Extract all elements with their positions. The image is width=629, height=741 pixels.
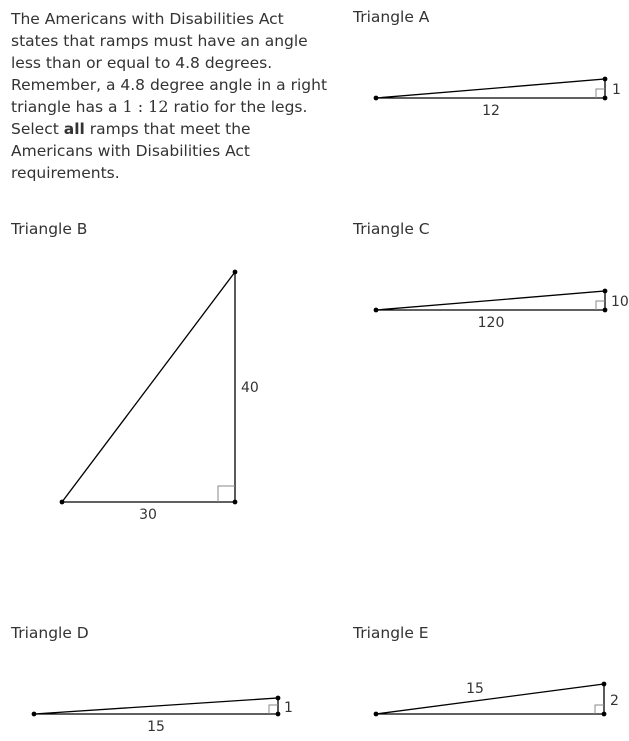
triangle-d-vertex [276,712,281,717]
triangle-e-title: Triangle E [353,624,429,642]
prompt-text-3: ramps that meet the Americans with Disabilities Act requirements. [11,120,251,182]
triangle-e-vertex [602,682,607,687]
triangle-a-vertex [374,96,379,101]
triangle-b-right-angle-marker [218,486,235,502]
prompt-text-1: The Americans with Disabilities Act states that ramps must have an angle less than or equal to 4.8 degrees. Remember, a 4.8 degree angle in a right triangle has a [11,10,328,116]
prompt-text-2: ratio for the legs. Select [11,98,308,138]
triangle-e-vertical-label: 2 [610,693,619,709]
triangle-c-title: Triangle C [353,220,430,238]
triangle-d-vertex [32,712,37,717]
triangle-c [374,289,629,331]
triangle-b-vertex [60,500,65,505]
triangle-d-vertex [276,696,281,701]
triangle-b-vertical-label: 40 [241,380,259,396]
triangle-e-vertex [602,712,607,717]
triangle-e [374,681,619,716]
triangle-c-vertex [603,308,608,313]
triangle-a-vertex [603,96,608,101]
triangle-a-horizontal-label: 12 [482,103,500,119]
triangle-c-vertex [374,308,379,313]
ratio-text: 1 : 12 [122,97,169,116]
triangle-c-horizontal-label: 120 [477,315,505,331]
triangle-e-hypotenuse-label: 15 [466,681,484,697]
triangle-d-shape [34,698,278,714]
triangle-c-shape [376,291,605,310]
triangle-a-vertical-label: 1 [612,82,621,98]
prompt-emphasis: all [63,120,85,138]
triangle-e-shape [376,684,604,714]
triangle-b-title: Triangle B [11,220,88,238]
triangle-a-shape [376,79,605,98]
triangle-e-vertex [374,712,379,717]
triangle-b-shape [62,272,235,502]
triangle-a [374,77,621,119]
triangle-b-horizontal-label: 30 [139,507,157,523]
triangle-d-horizontal-label: 15 [147,719,165,735]
triangle-a-title: Triangle A [353,8,430,26]
triangle-c-vertex [603,289,608,294]
triangle-c-vertical-label: 10 [611,294,629,310]
triangle-b-vertex [233,500,238,505]
triangle-a-vertex [603,77,608,82]
triangle-b [60,270,259,523]
triangle-d-vertical-label: 1 [284,700,293,716]
triangle-b-vertex [233,270,238,275]
triangle-d-title: Triangle D [11,624,89,642]
triangle-d [32,696,293,735]
